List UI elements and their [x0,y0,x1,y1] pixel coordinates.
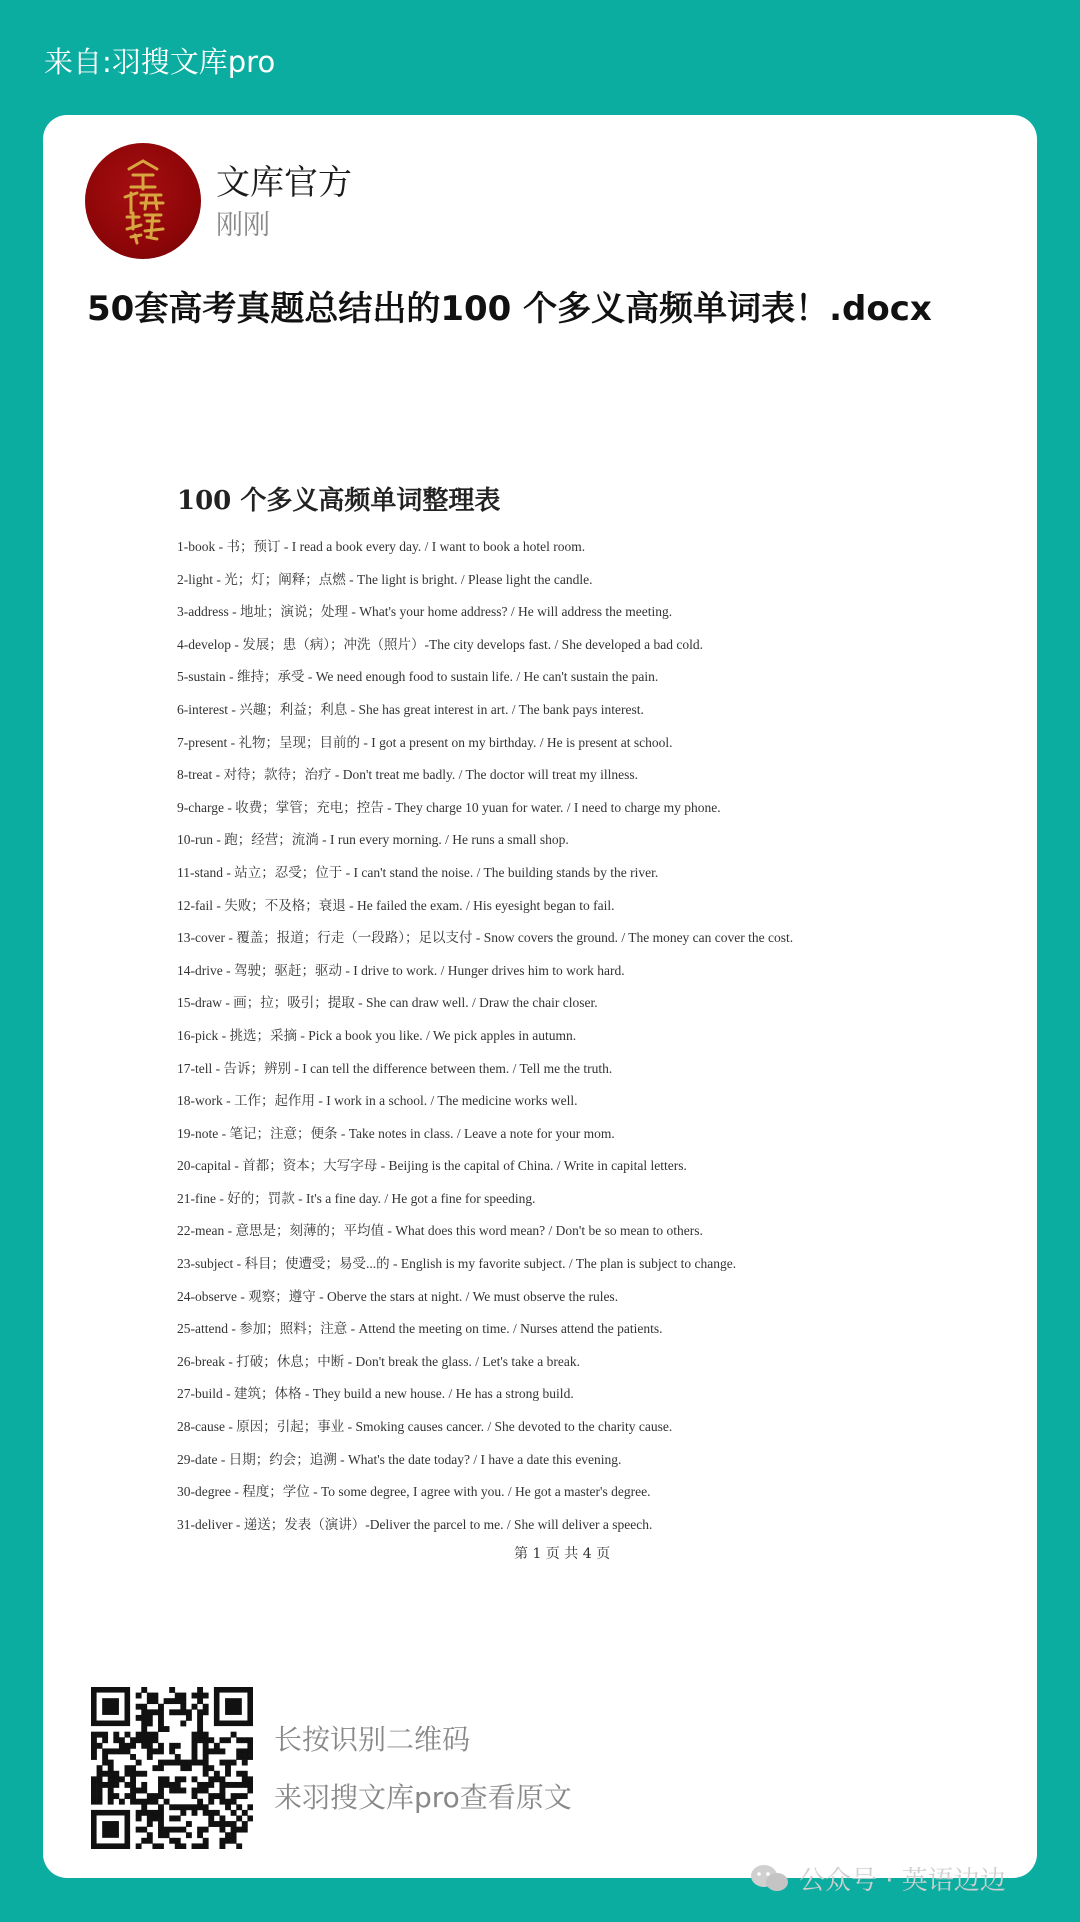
document-preview[interactable] [177,480,937,1680]
qr-hint-secondary: 来羽搜文库pro查看原文 [274,1781,572,1814]
preview-line: 5-sustain - 维持；承受 - We need enough food to sustain life. / He can't sustain the pain. [177,669,659,685]
preview-line: 29-date - 日期；约会；追溯 - What's the date today? / I have a date this evening. [177,1451,622,1467]
document-title[interactable]: 50套高考真题总结出的100 个多义高频单词表！.docx [87,289,932,329]
preview-line: 20-capital - 首都；资本；大写字母 - Beijing is the capital of China. / Write in capital letters. [177,1158,687,1174]
preview-line: 14-drive - 驾驶；驱赶；驱动 - I drive to work. / Hunger drives him to work hard. [177,962,625,978]
watermark [749,1860,1006,1897]
qr-code-icon [91,1687,253,1849]
preview-line: 3-address - 地址；演说；处理 - What's your home address? / He will address the meeting. [177,604,673,620]
preview-line: 25-attend - 参加；照料；注意 - Attend the meeting on time. / Nurses attend the patients. [177,1321,663,1337]
preview-line: 13-cover - 覆盖；报道；行走（一段路）；足以支付 - Snow covers the ground. / The money can cover the cost. [177,930,794,946]
preview-line: 31-deliver - 递送；发表（演讲）-Deliver the parcel to me. / She will deliver a speech. [177,1516,653,1532]
source-label: 来自:羽搜文库pro [44,45,276,79]
preview-title: 100 个多义高频单词整理表 [177,486,501,516]
preview-line: 9-charge - 收费；掌管；充电；控告 - They charge 10 yuan for water. / I need to charge my phone. [177,799,721,815]
preview-line: 7-present - 礼物；呈现；目前的 - I got a present on my birthday. / He is present at school. [177,734,673,750]
wechat-icon [749,1863,791,1895]
page-indicator: 第 1 页 共 4 页 [514,1546,611,1563]
qr-hint: 长按识别二维码 [274,1723,471,1756]
preview-line: 22-mean - 意思是；刻薄的；平均值 - What does this word mean? / Don't be so mean to others. [177,1223,703,1239]
preview-list [177,531,937,1541]
preview-line: 23-subject - 科目；使遭受；易受...的 - English is my favorite subject. / The plan is subject to change. [177,1256,737,1272]
preview-line: 4-develop - 发展；患（病）；冲洗（照片）-The city develops fast. / She developed a bad cold. [177,636,704,652]
preview-line: 12-fail - 失败；不及格；衰退 - He failed the exam. / His eyesight began to fail. [177,897,615,913]
preview-line: 2-light - 光；灯；阐释；点燃 - The light is bright. / Please light the candle. [177,571,593,587]
preview-line: 15-draw - 画；拉；吸引；提取 - She can draw well. / Draw the chair closer. [177,995,598,1011]
preview-line: 19-note - 笔记；注意；便条 - Take notes in class. / Leave a note for your mom. [177,1125,615,1141]
preview-line: 26-break - 打破；休息；中断 - Don't break the glass. / Let's take a break. [177,1353,581,1369]
preview-line: 10-run - 跑；经营；流淌 - I run every morning. / He runs a small shop. [177,832,569,848]
post-time: 刚刚 [216,210,270,241]
preview-line: 8-treat - 对待；款待；治疗 - Don't treat me badly. / The doctor will treat my illness. [177,767,638,783]
preview-line: 21-fine - 好的；罚款 - It's a fine day. / He got a fine for speeding. [177,1190,536,1206]
share-card [43,115,1037,1878]
author-name[interactable]: 文库官方 [216,163,352,203]
preview-line: 6-interest - 兴趣；利益；利息 - She has great interest in art. / The bank pays interest. [177,701,644,717]
watermark-text: 公众号 · 英语边边 [799,1866,1006,1896]
avatar-calligraphy-icon [85,143,201,259]
preview-line: 27-build - 建筑；体格 - They build a new house. / He has a strong build. [177,1386,574,1402]
preview-line: 18-work - 工作；起作用 - I work in a school. / The medicine works well. [177,1093,578,1109]
preview-line: 28-cause - 原因；引起；事业 - Smoking causes cancer. / She devoted to the charity cause. [177,1419,673,1435]
preview-line: 30-degree - 程度；学位 - To some degree, I agree with you. / He got a master's degree. [177,1484,651,1500]
preview-line: 17-tell - 告诉；辨别 - I can tell the difference between them. / Tell me the truth. [177,1060,613,1076]
preview-line: 1-book - 书；预订 - I read a book every day. / I want to book a hotel room. [177,539,586,554]
author-avatar[interactable] [85,143,201,259]
preview-line: 16-pick - 挑选；采摘 - Pick a book you like. / We pick apples in autumn. [177,1027,577,1043]
qr-code[interactable] [91,1687,253,1849]
preview-line: 24-observe - 观察；遵守 - Oberve the stars at night. / We must observe the rules. [177,1288,619,1304]
preview-line: 11-stand - 站立；忍受；位于 - I can't stand the noise. / The building stands by the river. [177,864,659,880]
